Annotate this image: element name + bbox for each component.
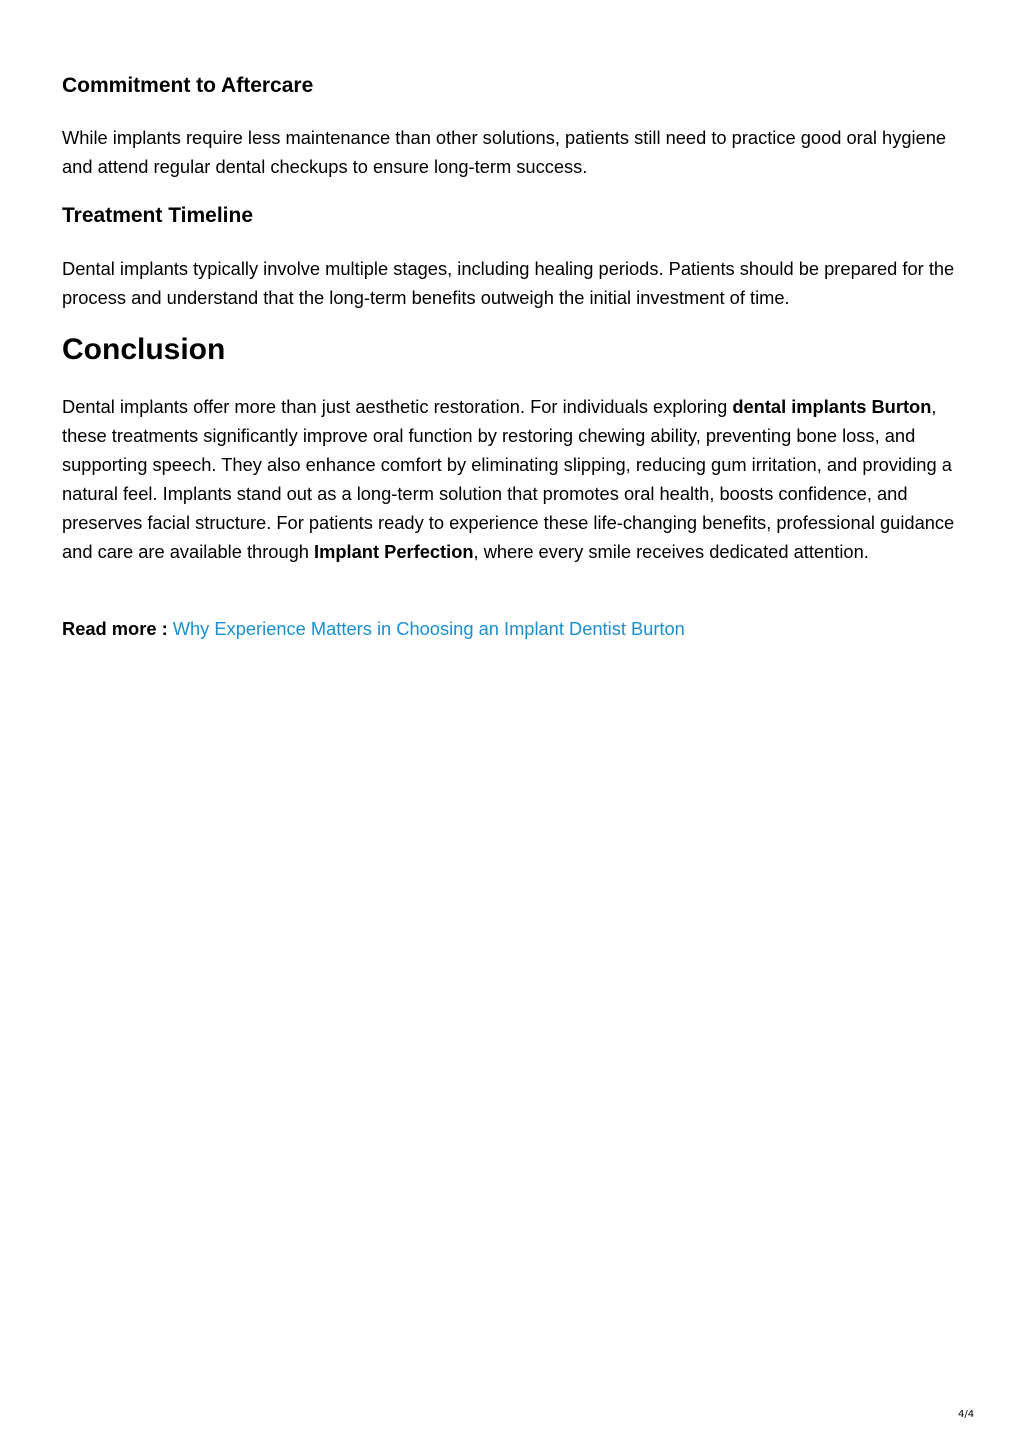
paragraph-conclusion [62,392,962,566]
heading-conclusion: Conclusion [62,333,226,366]
heading-aftercare: Commitment to Aftercare [62,74,314,97]
page-number: 4/4 [958,1409,975,1420]
read-more-label: Read more : [62,618,173,639]
bold-brand: Implant Perfection [314,541,474,562]
paragraph-timeline: Dental implants typically involve multiple stages, including healing periods. Patients should be prepared for the process and understand that the long-term benefits outweigh the initial investment of time. [62,258,955,308]
paragraph-aftercare: While implants require less maintenance than other solutions, patients still need to practice good oral hygiene and attend regular dental checkups to ensure long-term success. [62,127,947,177]
text: , these treatments significantly improve oral function by restoring chewing ability, preventing bone loss, and supporting speech. They also enhance comfort by eliminating slipping, reducing gum irritation, and providing a natural feel. Implants stand out as a long-term solution that promotes oral health, boosts confidence, and preserves facial structure. For patients ready to experience these life-changing benefits, professional guidance and care are available through [62,396,955,562]
heading-timeline: Treatment Timeline [62,204,254,227]
bold-keyword: dental implants Burton [732,396,932,417]
text: Dental implants offer more than just aesthetic restoration. For individuals exploring [62,396,733,417]
read-more [62,614,962,643]
text: , where every smile receives dedicated attention. [473,541,869,562]
read-more-link[interactable]: Why Experience Matters in Choosing an Implant Dentist Burton [172,618,685,639]
